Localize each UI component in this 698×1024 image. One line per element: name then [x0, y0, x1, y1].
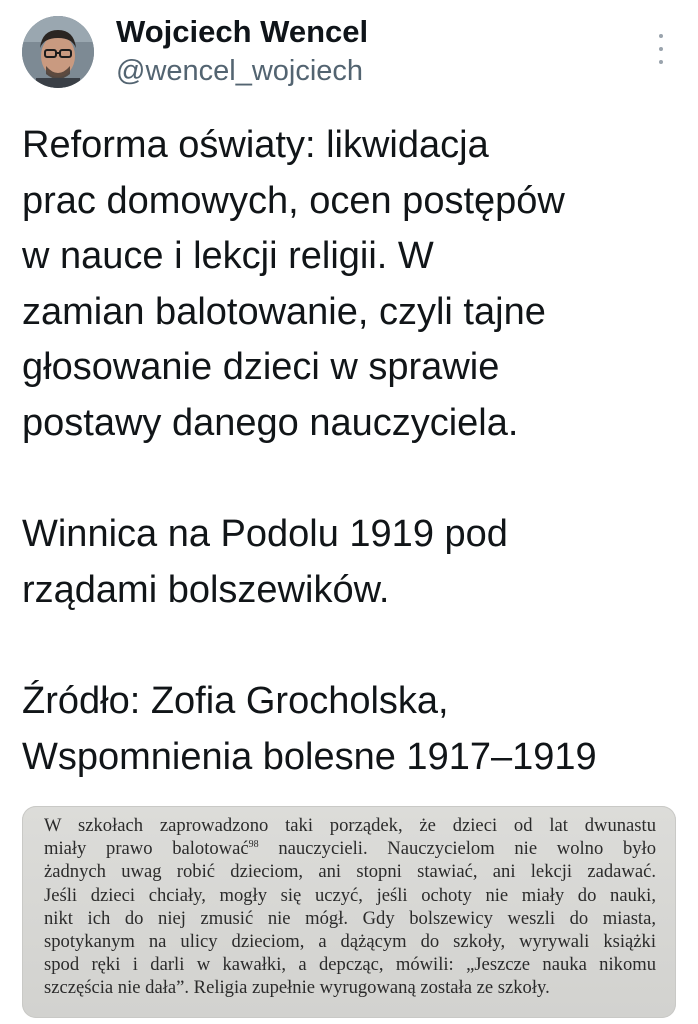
tweet-paragraph: Źródło: Zofia Grocholska, Wspomnienia bolesne 1917–1919 — [22, 679, 597, 778]
tweet-text — [22, 118, 682, 785]
excerpt-line — [44, 837, 656, 860]
excerpt-line: W szkołach zaprowadzono taki porządek, że dzieci od lat dwunastu — [44, 815, 656, 836]
author-handle[interactable]: @wencel_wojciech — [116, 55, 364, 87]
more-vertical-icon[interactable] — [650, 34, 672, 64]
excerpt-line: Jeśli dzieci chciały, mogły się uczyć, jeśli ochoty nie miały do nauki, — [44, 884, 656, 906]
author-display-name[interactable]: Wojciech Wencel — [116, 14, 369, 49]
tweet-paragraph: Winnica na Podolu 1919 pod rządami bolszewików. — [22, 513, 508, 611]
excerpt-line: szczęścia nie dała”. Religia zupełnie wyrugowaną została ze szkoły. — [44, 977, 550, 999]
tweet-paragraph: Reforma oświaty: likwidacja prac domowych, ocen postępów w nauce i lekcji religii. W zamian balotowanie, czyli tajne głosowanie dzieci w sprawie postawy danego nauczyciela. — [22, 124, 565, 444]
excerpt-line-part: nauczycieli. Nauczycielom nie wolno było — [278, 838, 657, 860]
more-dot — [659, 47, 663, 51]
excerpt-line: spotykanym na ulicy dzieciom, a dążącym do szkoły, wyrywali książki — [44, 931, 656, 953]
book-excerpt-text — [44, 814, 656, 1000]
excerpt-line: żadnych uwag robić dzieciom, ani stopni stawiać, ani lekcji zadawać. — [44, 861, 656, 883]
excerpt-line-part: miały prawo balotować — [44, 838, 249, 860]
author-avatar[interactable] — [22, 16, 94, 88]
attached-book-excerpt-image[interactable] — [22, 806, 676, 1018]
more-dot — [659, 60, 663, 64]
excerpt-line: spod ręki i darli w kawałki, a depcząc, mówili: „Jeszcze nauka nikomu — [44, 954, 656, 976]
avatar-portrait-image — [22, 16, 94, 88]
more-dot — [659, 34, 663, 38]
footnote-marker: 98 — [248, 839, 259, 851]
excerpt-line: nikt ich do niej zmusić nie mógł. Gdy bolszewicy weszli do miasta, — [44, 907, 656, 929]
